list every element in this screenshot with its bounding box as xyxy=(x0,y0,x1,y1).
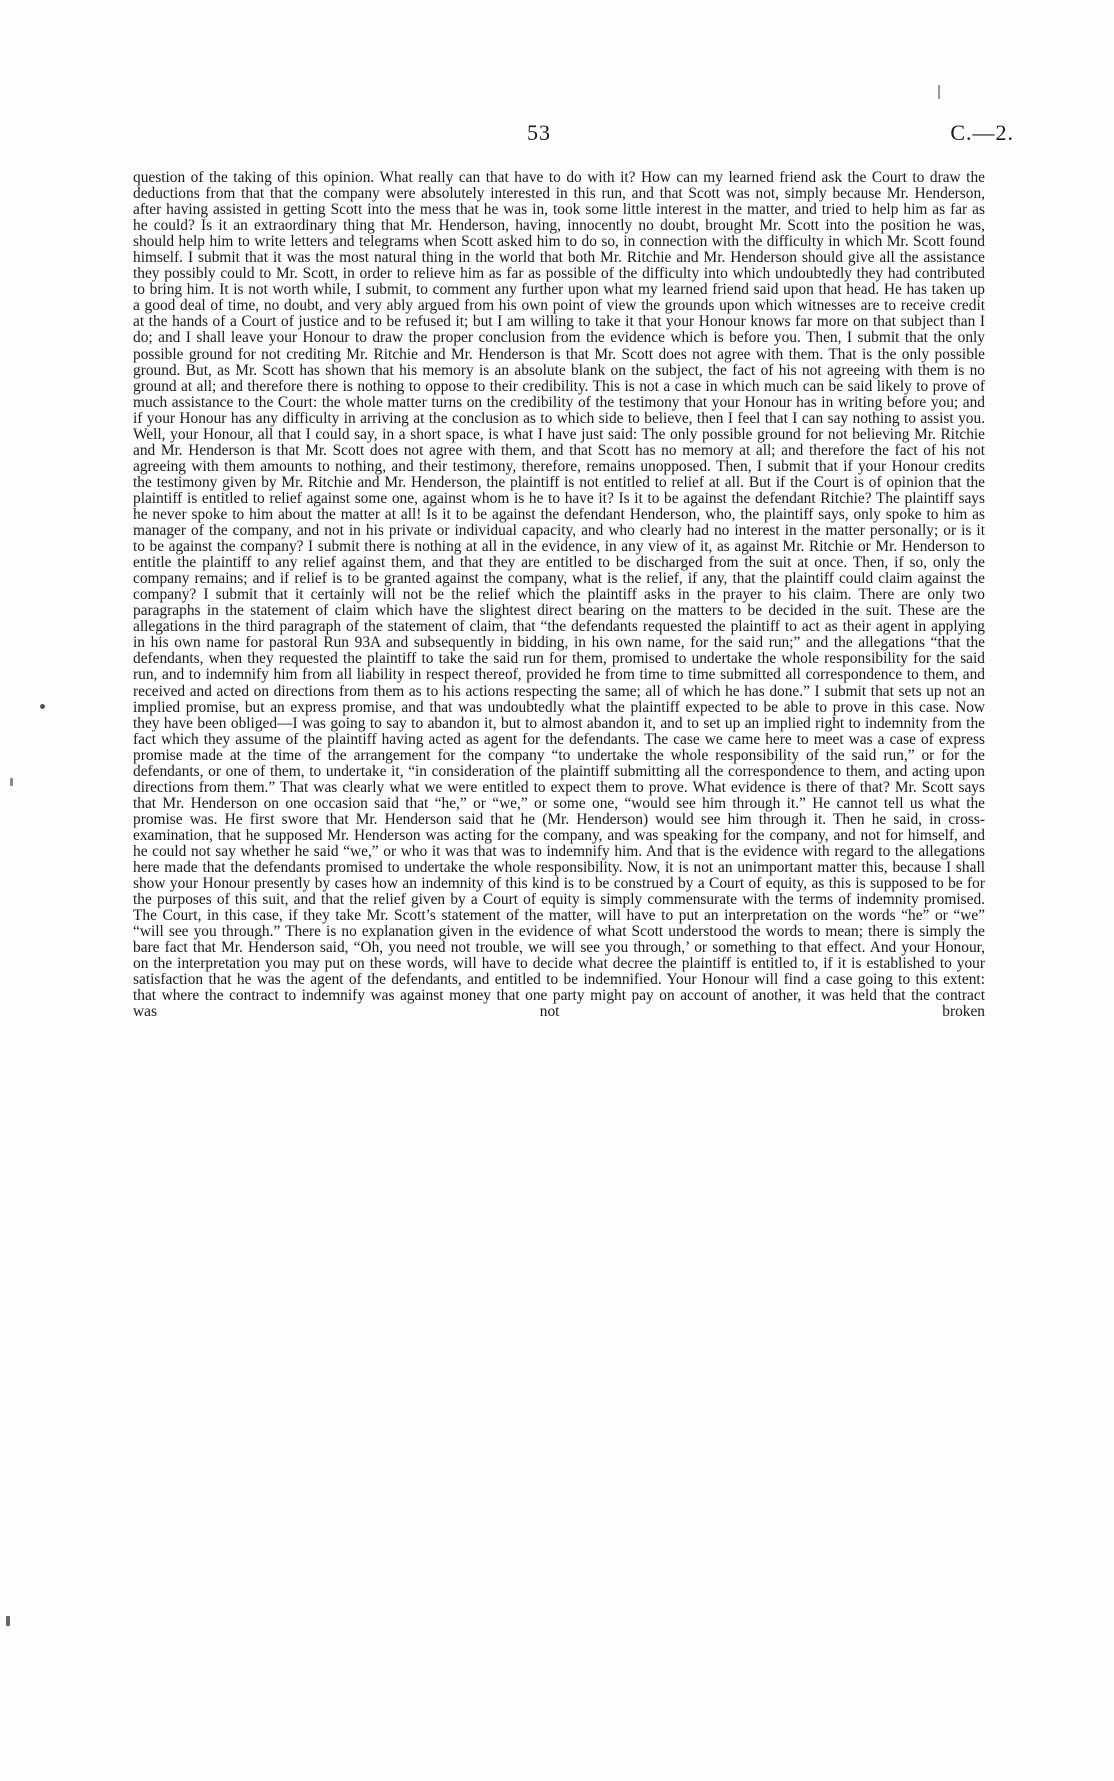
margin-tick-mark xyxy=(10,778,13,786)
paper-reference: C.—2. xyxy=(950,120,1014,145)
margin-dot-mark xyxy=(40,704,45,709)
page-number: 53 xyxy=(527,120,551,145)
page-header xyxy=(0,120,1114,150)
paragraph: question of the taking of this opinion. What really can that have to do with it? How can my learned friend ask the Court to draw the deductions from that that the company were absolutely interested in this run, and that Scott was not, simply because Mr. Henderson, after having assisted in getting Scott into the mess that he was in, took some little interest in the matter, and tried to help him as far as he could? Is it an extraordinary thing that Mr. Henderson, having, innocently no doubt, brought Mr. Scott into the position he was, should help him to write letters and telegrams when Scott asked him to do so, in connection with the difficulty in which Mr. Scott found himself. I submit that it was the most natural thing in the world that both Mr. Ritchie and Mr. Henderson should give all the assistance they possibly could to Mr. Scott, in order to relieve him as far as possible of the difficulty into which undoubtedly they had contributed to bring him. It is not worth while, I submit, to comment any further upon what my learned friend said upon that head. He has taken up a good deal of time, no doubt, and very ably argued from his own point of view the grounds upon which witnesses are to receive credit at the hands of a Court of justice and to be refused it; but I am willing to take it that your Honour knows far more on that subject than I do; and I shall leave your Honour to draw the proper conclusion from the evidence which is before you. Then, I submit that the only possible ground for not crediting Mr. Ritchie and Mr. Henderson is that Mr. Scott does not agree with them. That is the only possible ground. But, as Mr. Scott has shown that his memory is an absolute blank on the subject, the fact of his not agreeing with them is no ground at all; and therefore there is nothing to oppose to their credibility. This is not a case in which much can be said likely to prove of much assistance to the Court: the whole matter turns on the credibility of the testimony that your Honour has in writing before you; and if your Honour has any difficulty in arriving at the conclusion as to which side to believe, then I feel that I can say nothing to assist you. Well, your Honour, all that I could say, in a short space, is what I have just said: The only possible ground for not believing Mr. Ritchie and Mr. Henderson is that Mr. Scott does not agree with them, and that Scott has no memory at all; and therefore the fact of his not agreeing with them amounts to nothing, and their testimony, therefore, remains unopposed. Then, I submit that if your Honour credits the testimony given by Mr. Ritchie and Mr. Henderson, the plaintiff is not entitled to relief at all. But if the Court is of opinion that the plaintiff is entitled to relief against some one, against whom is he to have it? Is it to be against the defendant Ritchie? The plaintiff says he never spoke to him about the matter at all! Is it to be against the defendant Henderson, who, the plaintiff says, only spoke to him as manager of the company, and not in his private or individual capacity, and who clearly had no interest in the matter personally; or is it to be against the company? I submit there is nothing at all in the evidence, in any view of it, as against Mr. Ritchie or Mr. Henderson to entitle the plaintiff to any relief against them, and that they are entitled to be discharged from the suit at once. Then, if so, only the company remains; and if relief is to be granted against the company, what is the relief, if any, that the plaintiff could claim against the company? I submit that it certainly will not be the relief which the plaintiff asks in the prayer to his claim. There are only two paragraphs in the statement of claim which have the slightest direct bearing on the matters to be decided in the suit. These are the allegations in the third paragraph of the statement of claim, that “the defendants requested the plaintiff to act as their agent in applying in his own name for pastoral Run 93A and subsequently in bidding, in his own name, for the said run;” and the allegations “that the defendants, when they requested the plaintiff to take the said run for them, promised to undertake the whole responsibility for the said run, and to indemnify him from all liability in respect thereof, provided he from time to time submitted all correspondence to them, and received and acted on directions from them as to his actions respecting the same; all of which he has done.” I submit that sets up not an implied promise, but an express promise, and that was undoubtedly what the plaintiff expected to be able to prove in this case. Now they have been obliged—I was going to say to abandon it, but to almost abandon it, and to set up an implied right to indemnity from the fact which they assume of the plaintiff having acted as agent for the defendants. The case we came here to meet was a case of express promise made at the time of the arrangement for the company “to undertake the whole responsibility of the said run,” or for the defendants, or one of them, to undertake it, “in consideration of the plaintiff submitting all the correspondence to them, and acting upon directions from them.” That was clearly what we were entitled to expect them to prove. What evidence is there of that? Mr. Scott says that Mr. Henderson on one occasion said that “he,” or “we,” or some one, “would see him through it.” He cannot tell us what the promise was. He first swore that Mr. Henderson said that he (Mr. Henderson) would see him through it. Then he said, in cross-examination, that he supposed Mr. Henderson was acting for the company, and was speaking for the company, and not for himself, and he could not say whether he said “we,” or who it was that was to indemnify him. And that is the evidence with regard to the allegations here made that the defendants promised to undertake the whole responsibility. Now, it is not an unimportant matter this, because I shall show your Honour presently by cases how an indemnity of this kind is to be construed by a Court of equity, as this is supposed to be for the purposes of this suit, and that the relief given by a Court of equity is simply commensurate with the terms of indemnity promised. The Court, in this case, if they take Mr. Scott’s statement of the matter, will have to put an interpretation on the words “he” or “we” “will see you through.” There is no explanation given in the evidence of what Scott understood the words to mean; there is simply the bare fact that Mr. Henderson said, “Oh, you need not trouble, we will see you through,’ or something to that effect. And your Honour, on the interpretation you may put on these words, will have to decide what decree the plaintiff is entitled to, if it is established to your satisfaction that he was the agent of the defendants, and entitled to be indemnified. Your Honour will find a case going to this extent: that where the contract to indemnify was against money that one party might pay on account of another, it was held that the contract was not broken xyxy=(133,169,985,1021)
corner-scan-mark xyxy=(938,85,940,99)
margin-tick-mark xyxy=(6,1616,10,1626)
body-text xyxy=(133,170,985,1020)
